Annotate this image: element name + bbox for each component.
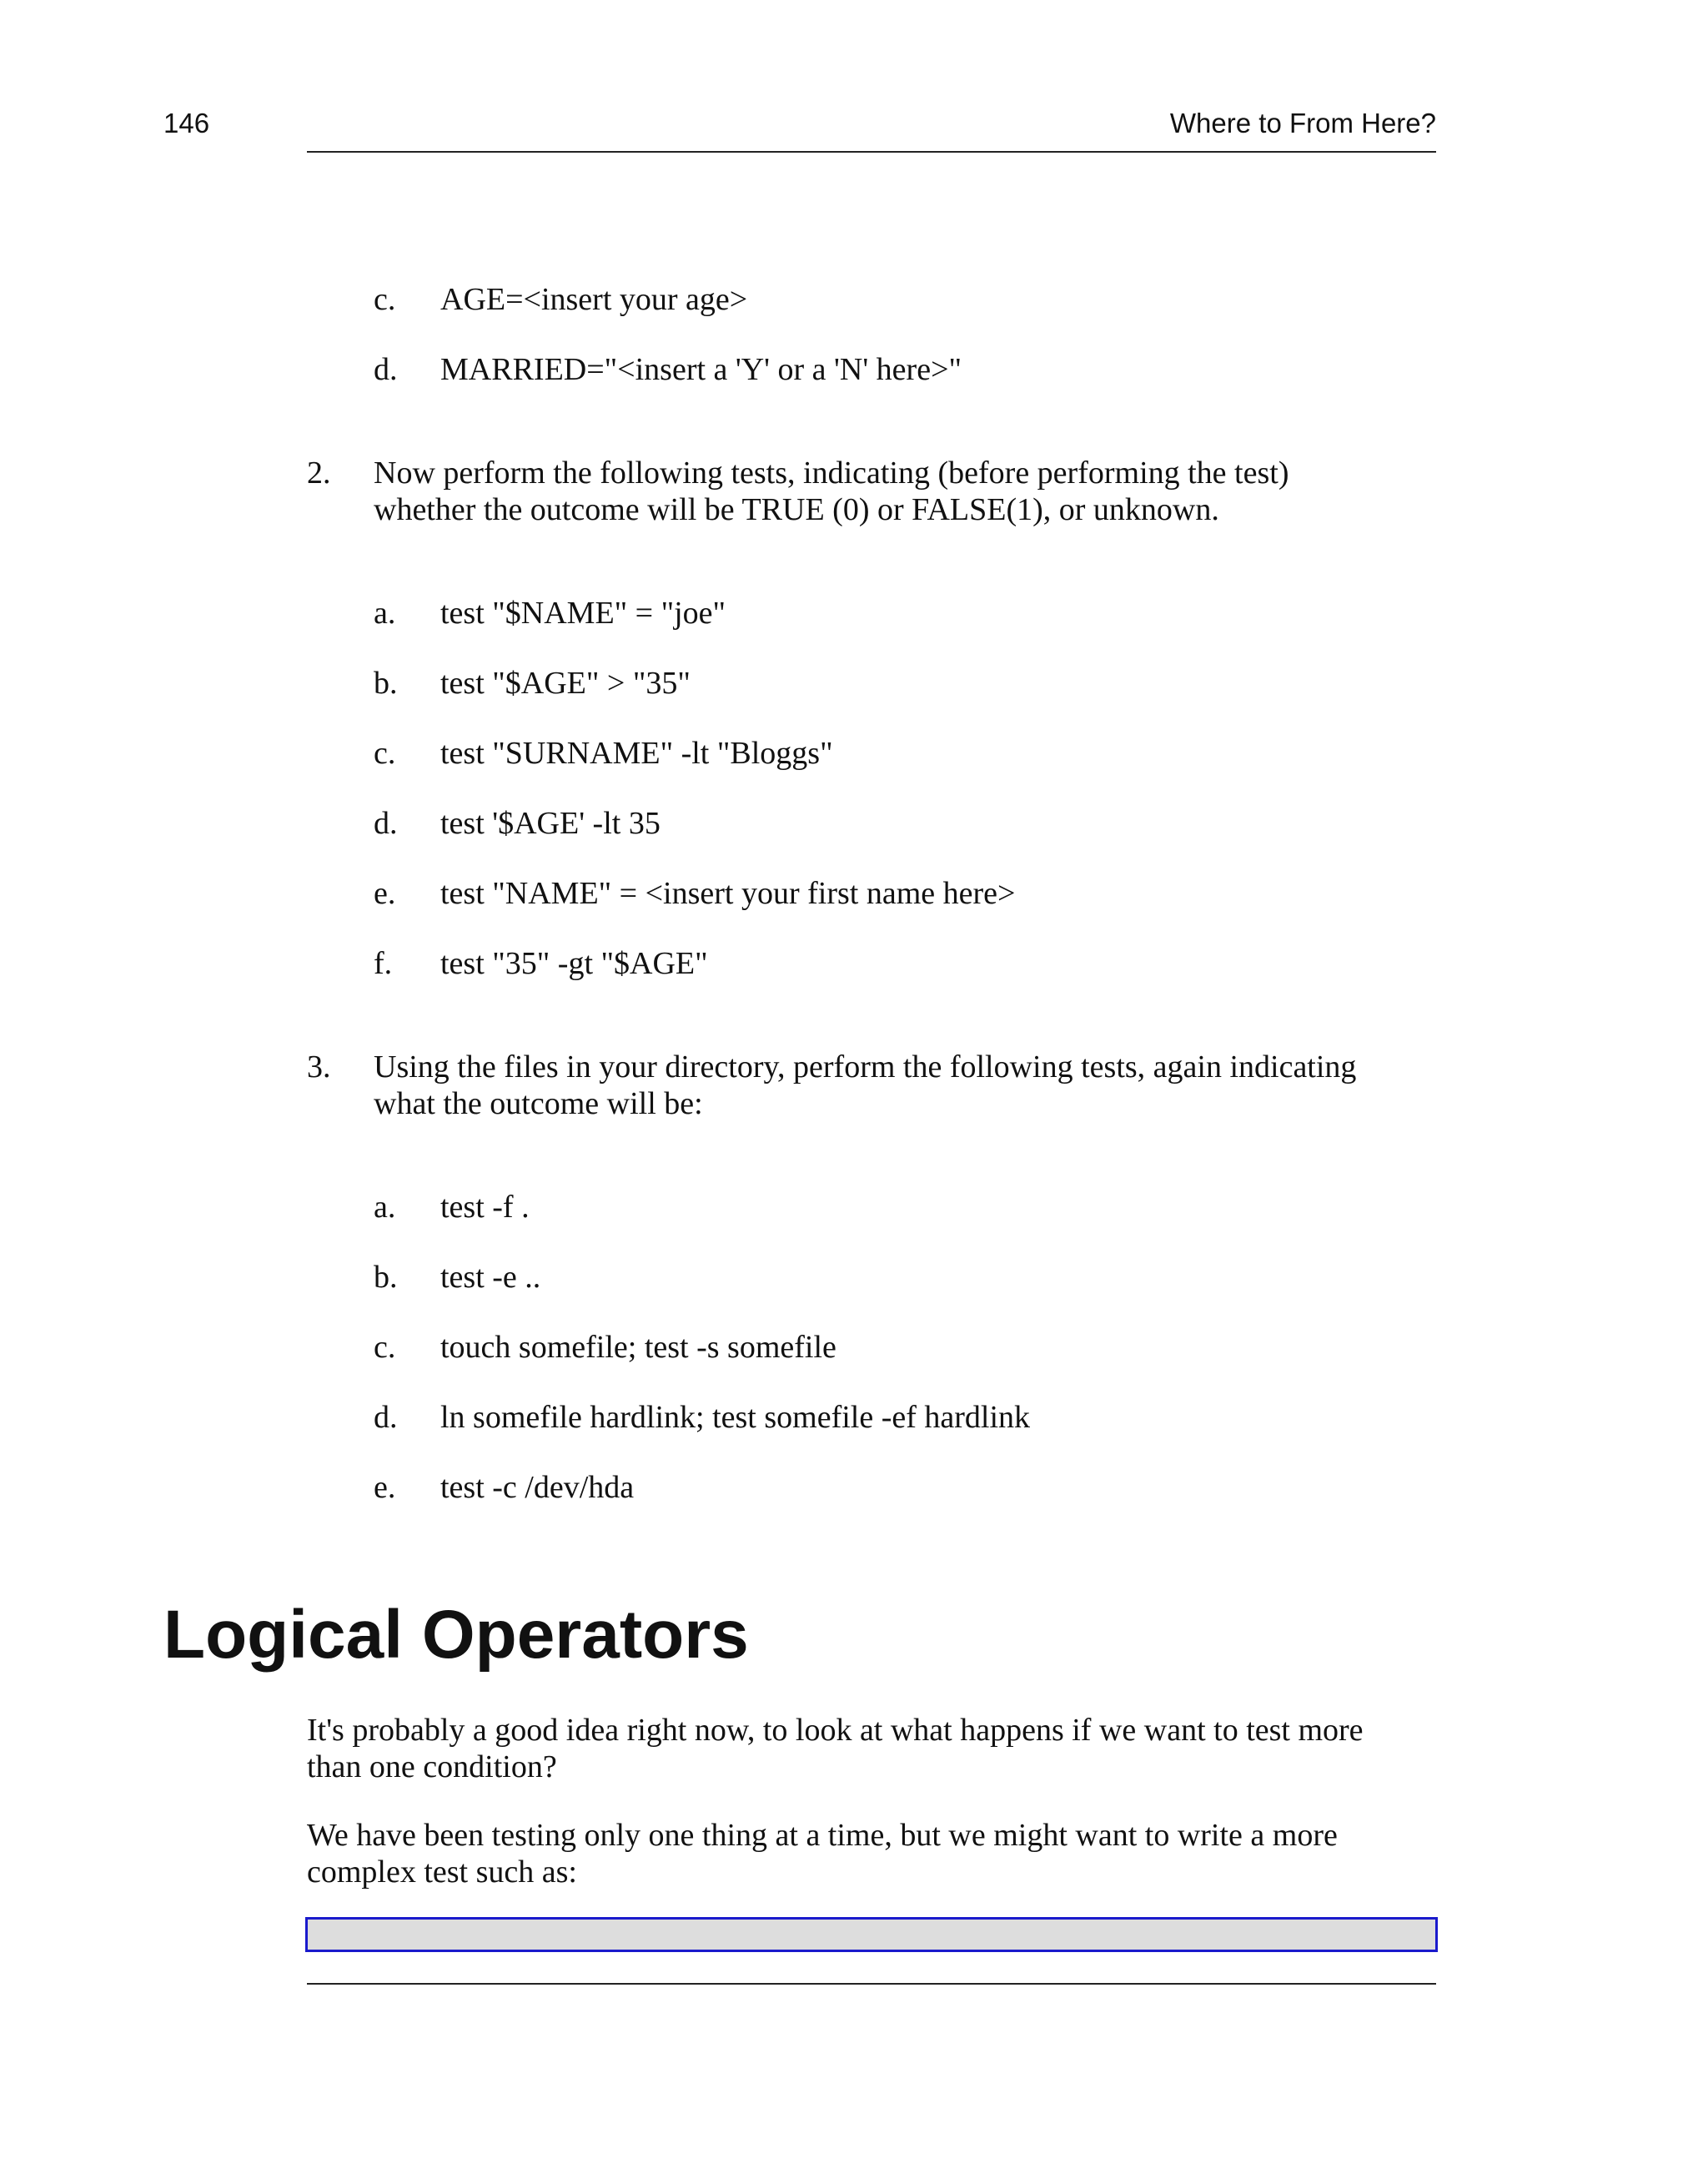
sub-item-text: test '$AGE' -lt 35 <box>440 806 661 841</box>
page-number: 146 <box>163 108 210 138</box>
list-item-letter: c. <box>374 282 396 317</box>
sub-item-text: test -f . <box>440 1190 530 1225</box>
sub-item-letter: a. <box>374 1190 396 1225</box>
list-item-text: AGE=<insert your age> <box>440 282 748 317</box>
sub-item-text: test "NAME" = <insert your first name here> <box>440 876 1016 911</box>
sub-item-text: test "SURNAME" -lt "Bloggs" <box>440 736 833 771</box>
sub-item-letter: b. <box>374 1260 398 1295</box>
sub-item-text: test -c /dev/hda <box>440 1470 635 1505</box>
paragraph-line: than one condition? <box>307 1749 557 1784</box>
list-item-text: MARRIED="<insert a 'Y' or a 'N' here>" <box>440 352 962 387</box>
section-heading: Logical Operators <box>163 1597 749 1673</box>
sub-item-letter: f. <box>374 946 393 981</box>
sub-item-text: ln somefile hardlink; test somefile -ef hardlink <box>440 1400 1031 1435</box>
sub-item-text: test -e .. <box>440 1260 541 1295</box>
sub-item-letter: c. <box>374 1330 396 1365</box>
exercise-text-line: Using the files in your directory, perform the following tests, again indicating <box>374 1049 1357 1084</box>
sub-item-letter: d. <box>374 806 398 841</box>
sub-item-letter: e. <box>374 876 396 911</box>
list-item-letter: d. <box>374 352 398 387</box>
paragraph-line: We have been testing only one thing at a time, but we might want to write a more <box>307 1818 1338 1853</box>
exercise-text-line: whether the outcome will be TRUE (0) or FALSE(1), or unknown. <box>374 492 1219 527</box>
sub-item-letter: a. <box>374 596 396 631</box>
sub-item-text: test "35" -gt "$AGE" <box>440 946 708 981</box>
exercise-number: 3. <box>307 1049 331 1084</box>
exercise-text-line: Now perform the following tests, indicating (before performing the test) <box>374 455 1289 491</box>
sub-item-text: touch somefile; test -s somefile <box>440 1330 836 1365</box>
sub-item-letter: e. <box>374 1470 396 1505</box>
sub-item-text: test "$AGE" > "35" <box>440 666 691 701</box>
sub-item-text: test "$NAME" = "joe" <box>440 596 726 631</box>
paragraph-line: It's probably a good idea right now, to look at what happens if we want to test more <box>307 1713 1364 1748</box>
paragraph-line: complex test such as: <box>307 1854 577 1890</box>
running-head: Where to From Here? <box>1169 108 1436 138</box>
code-block[interactable] <box>305 1917 1438 1952</box>
sub-item-letter: c. <box>374 736 396 771</box>
sub-item-letter: b. <box>374 666 398 701</box>
header-rule <box>307 151 1436 153</box>
sub-item-letter: d. <box>374 1400 398 1435</box>
footer-rule <box>307 1983 1436 1985</box>
exercise-text-line: what the outcome will be: <box>374 1086 703 1121</box>
exercise-number: 2. <box>307 455 331 491</box>
